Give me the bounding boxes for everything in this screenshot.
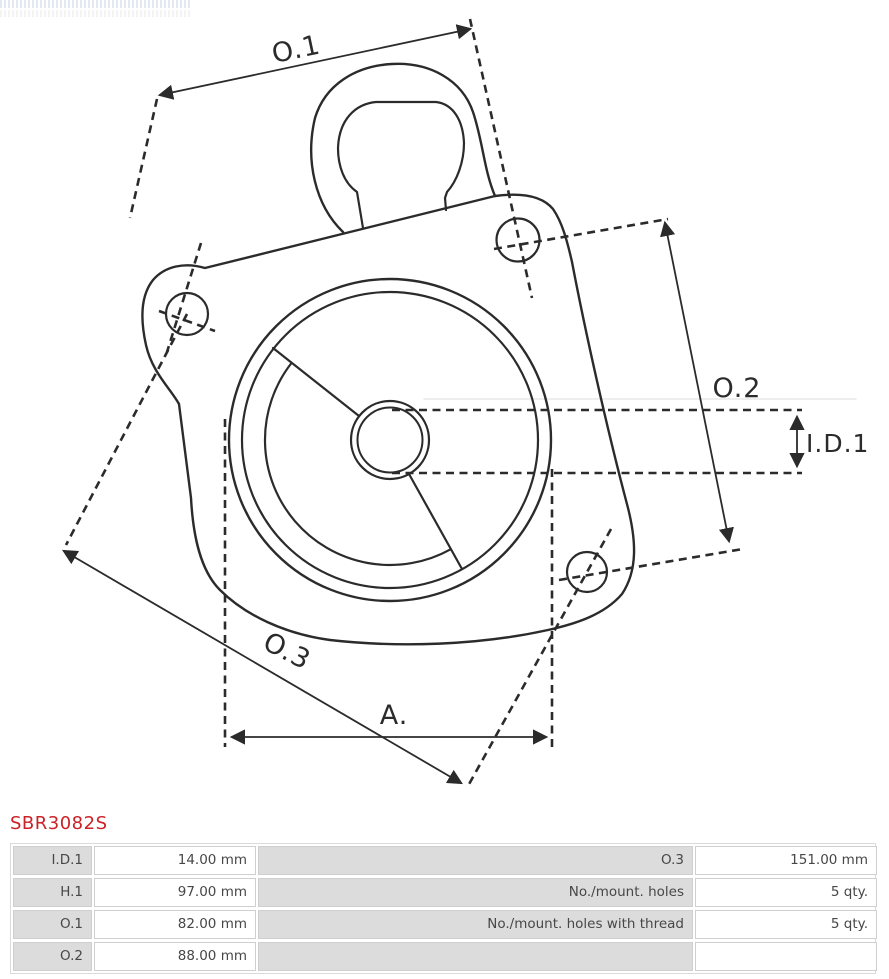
sector-radial-line-2 bbox=[409, 474, 462, 569]
ext-line-brhole-to-o2 bbox=[559, 549, 743, 580]
dim-label-o2: O.2 bbox=[712, 373, 762, 404]
opening-rim-circle bbox=[242, 292, 538, 588]
spec-value: 88.00 mm bbox=[94, 942, 256, 971]
opening-outer-circle bbox=[229, 279, 551, 601]
spec-label bbox=[258, 942, 693, 971]
dim-label-id1: I.D.1 bbox=[806, 429, 870, 458]
spec-value: 5 qty. bbox=[695, 878, 877, 907]
part-number: SBR3082S bbox=[10, 813, 108, 834]
spec-value: 82.00 mm bbox=[94, 910, 256, 939]
spec-value: 97.00 mm bbox=[94, 878, 256, 907]
ext-line-o1-right bbox=[470, 19, 532, 298]
dim-label-o3: O.3 bbox=[258, 626, 316, 677]
spec-value bbox=[695, 942, 877, 971]
dim-label-o1: O.1 bbox=[269, 29, 324, 70]
spec-table bbox=[10, 843, 876, 974]
spec-value: 14.00 mm bbox=[94, 846, 256, 875]
mount-hole-top-right bbox=[497, 219, 540, 262]
lug-inner-contour bbox=[338, 102, 464, 228]
hub-bore-circle bbox=[358, 408, 423, 473]
ext-line-o1-left bbox=[130, 99, 157, 218]
sector-arc bbox=[265, 363, 451, 565]
spec-value: 5 qty. bbox=[695, 910, 877, 939]
spec-value: 151.00 mm bbox=[695, 846, 877, 875]
hub-outer-circle bbox=[351, 401, 429, 479]
spec-label: No./mount. holes with thread bbox=[258, 910, 693, 939]
sector-radial-line-1 bbox=[273, 348, 359, 416]
plate-outline bbox=[142, 195, 634, 645]
spec-label: O.3 bbox=[258, 846, 693, 875]
spec-label: I.D.1 bbox=[13, 846, 92, 875]
spec-label: O.1 bbox=[13, 910, 92, 939]
spec-label: H.1 bbox=[13, 878, 92, 907]
dim-label-a: A. bbox=[379, 700, 409, 731]
spec-label: No./mount. holes bbox=[258, 878, 693, 907]
spec-label: O.2 bbox=[13, 942, 92, 971]
dim-line-o3 bbox=[64, 551, 461, 783]
